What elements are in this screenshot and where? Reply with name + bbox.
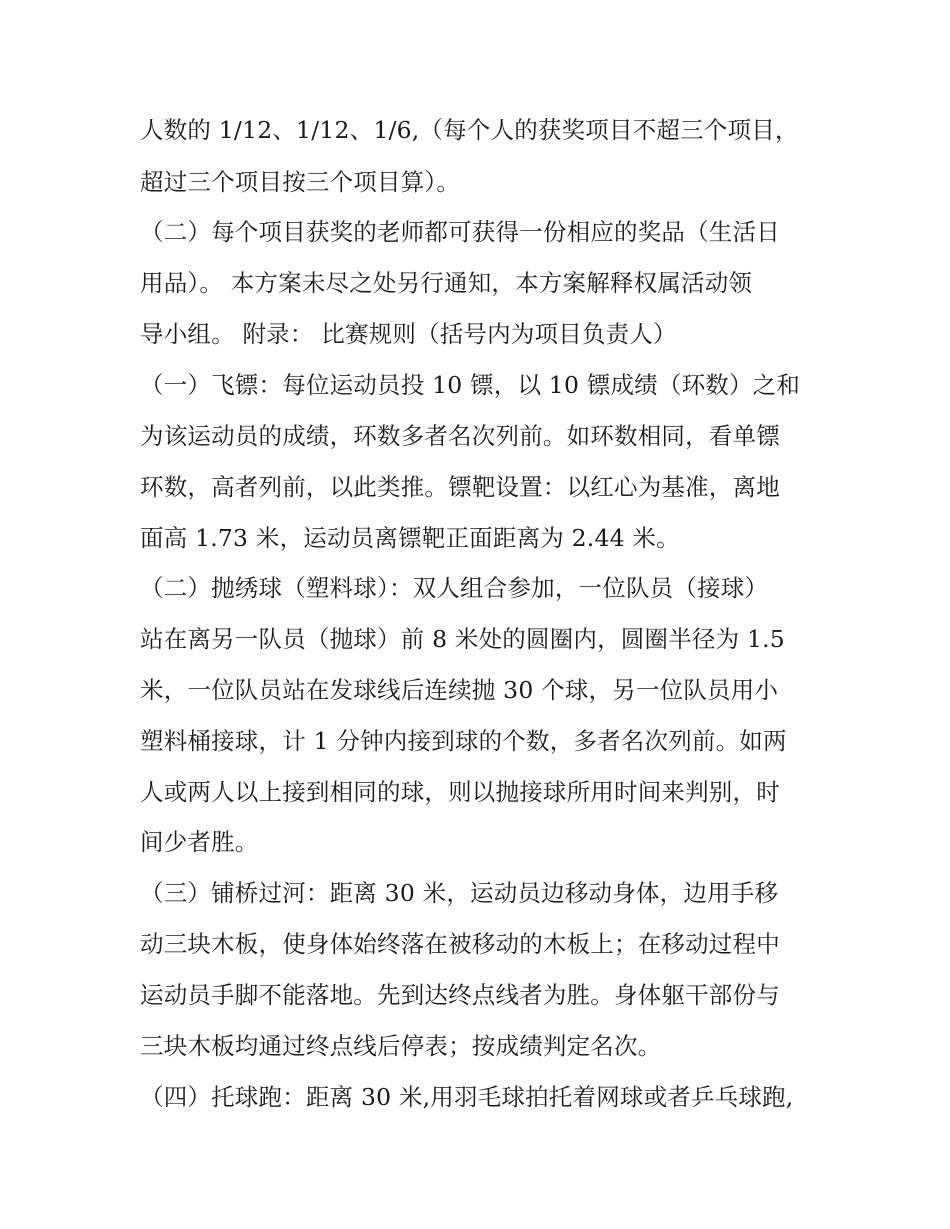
text-line: （一）飞镖：每位运动员投 10 镖，以 10 镖成绩（环数）之和 [140,371,801,399]
text-line: 人或两人以上接到相同的球，则以抛接球所用时间来判别，时 [140,778,780,806]
text-line: 面高 1.73 米，运动员离镖靶正面距离为 2.44 米。 [140,524,680,552]
text-line: （四）托球跑：距离 30 米,用羽毛球拍托着网球或者乒乓球跑, [140,1083,794,1111]
text-line: 三块木板均通过终点线后停表；按成绩判定名次。 [140,1032,662,1060]
text-line: （二）每个项目获奖的老师都可获得一份相应的奖品（生活日 [140,218,780,246]
text-line: 用品）。 本方案未尽之处另行通知，本方案解释权属活动领 [140,269,753,297]
text-line: 环数，高者列前，以此类推。镖靶设置：以红心为基准，离地 [140,473,780,501]
text-line: 导小组。 附录： 比赛规则（括号内为项目负责人） [140,320,677,348]
text-line: （三）铺桥过河：距离 30 米，运动员边移动身体，边用手移 [140,879,779,907]
text-line: 超过三个项目按三个项目算）。 [140,168,461,196]
text-line: 为该运动员的成绩，环数多者名次列前。如环数相同，看单镖 [140,422,780,450]
text-line: 站在离另一队员（抛球）前 8 米处的圆圈内，圆圈半径为 1.5 [140,625,785,653]
text-line: 米，一位队员站在发球线后连续抛 30 个球，另一位队员用小 [140,676,779,704]
text-line: 运动员手脚不能落地。先到达终点线者为胜。身体躯干部份与 [140,981,780,1009]
text-line: （二）抛绣球（塑料球）：双人组合参加，一位队员（接球） [140,574,769,602]
text-line: 人数的 1/12、1/12、1/6,（每个人的获奖项目不超三个项目， [140,116,799,144]
text-line: 塑料桶接球，计 1 分钟内接到球的个数，多者名次列前。如两 [140,727,787,755]
text-line: 动三块木板，使身体始终落在被移动的木板上；在移动过程中 [140,930,780,958]
text-line: 间少者胜。 [140,828,259,856]
